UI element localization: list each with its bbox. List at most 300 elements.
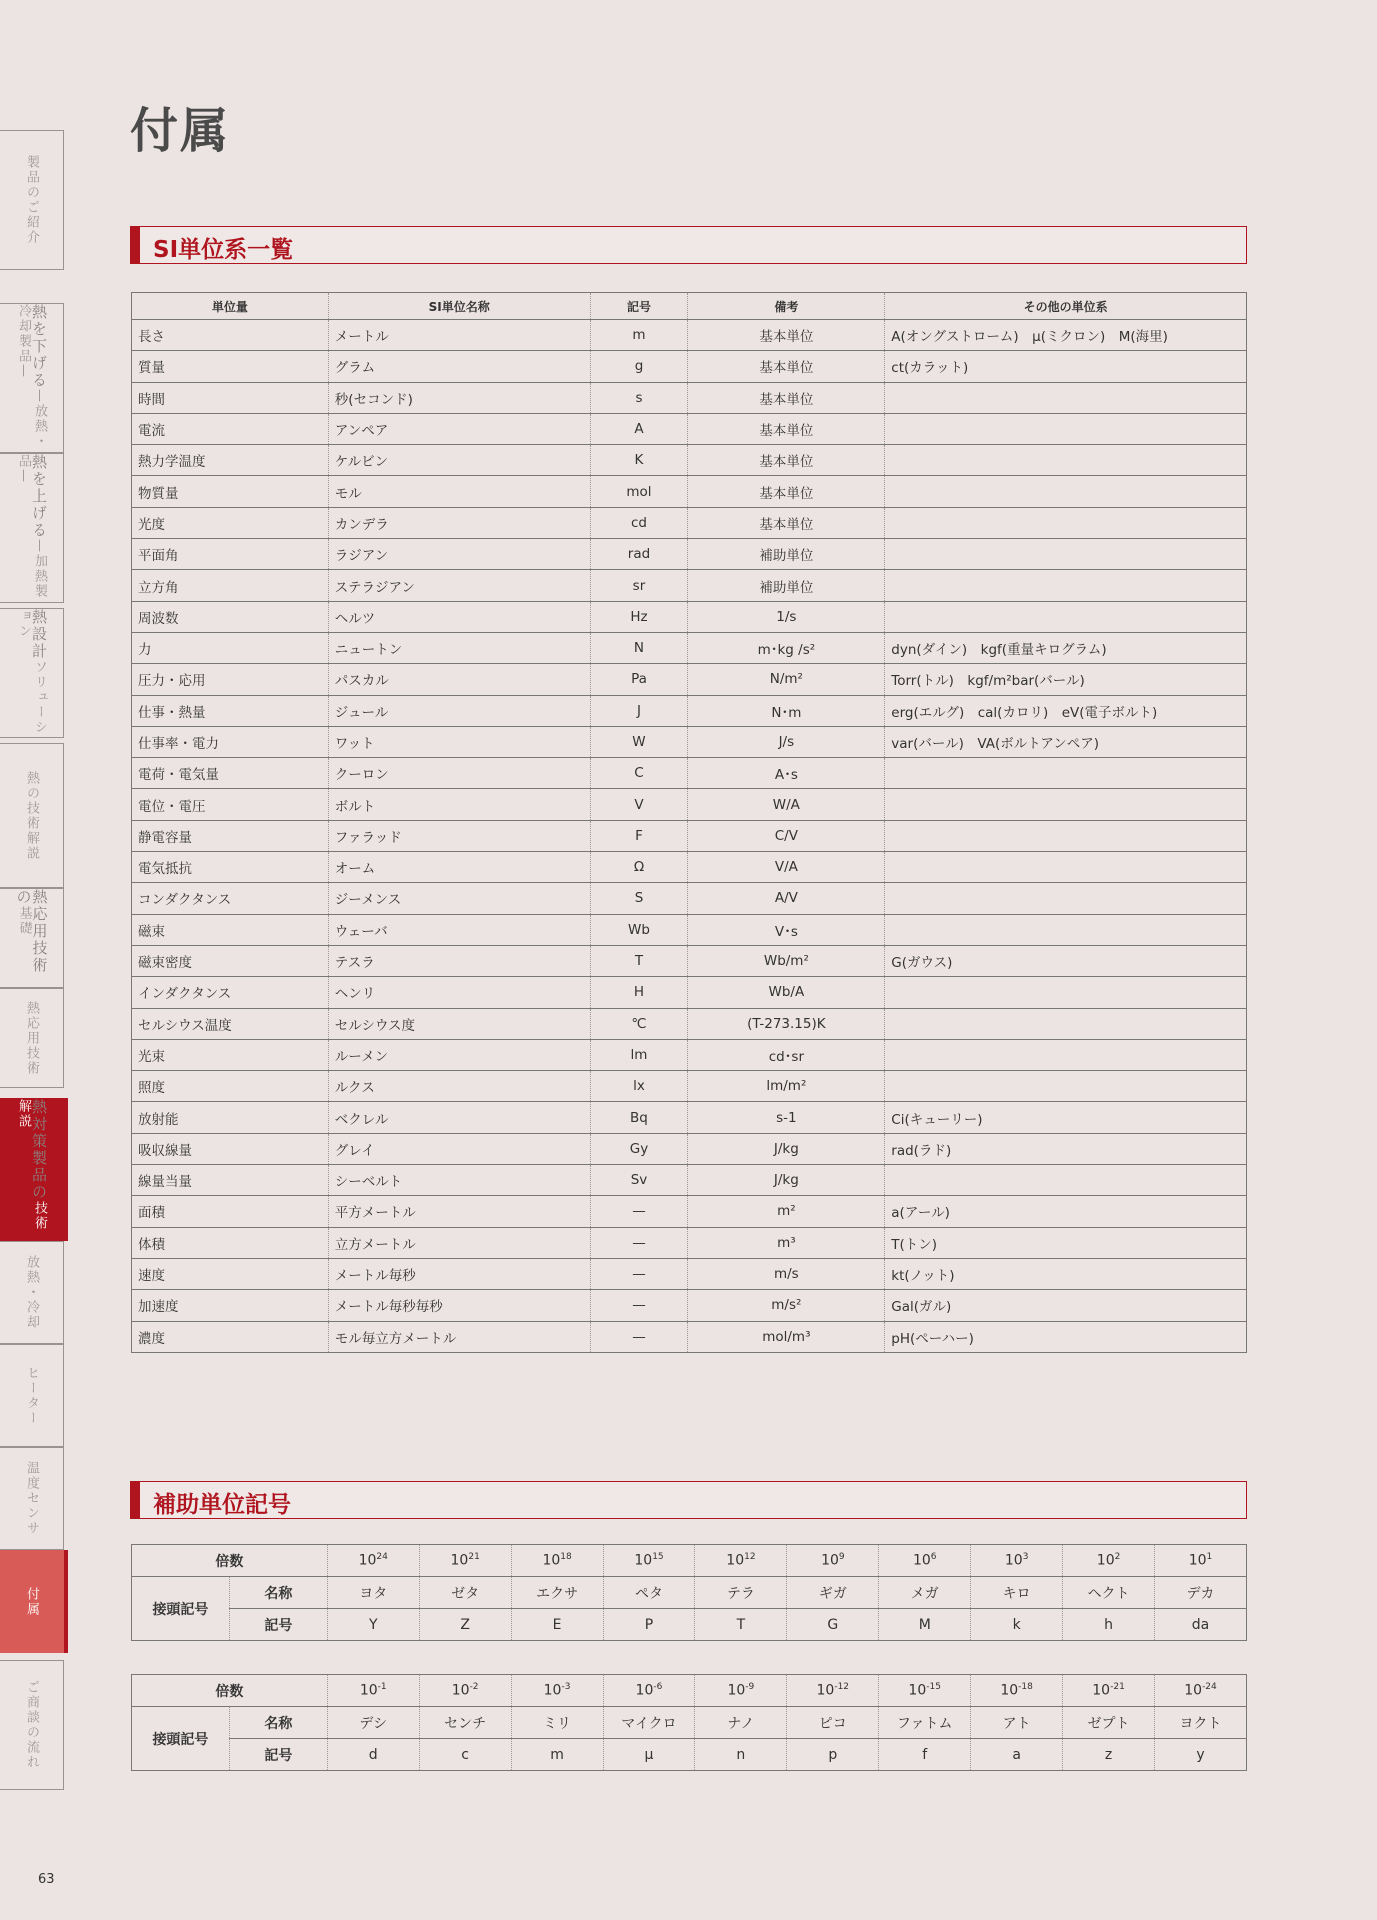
cell-other-units <box>885 570 1247 601</box>
prefix-symbol: P <box>603 1609 695 1641</box>
cell-quantity: 光度 <box>132 507 329 538</box>
cell-quantity: 質量 <box>132 351 329 382</box>
cell-si-name: ジーメンス <box>328 883 590 914</box>
sidebar-tab-label: 熱を下げる <box>30 304 48 389</box>
cell-other-units: dyn(ダイン) kgf(重量キログラム) <box>885 632 1247 663</box>
cell-si-name: 平方メートル <box>328 1196 590 1227</box>
prefix-multiple: $10^{18}$ <box>511 1545 603 1577</box>
prefix-exponent: -1 <box>377 1682 387 1693</box>
prefix-name: ヨタ <box>327 1577 419 1609</box>
col-header-other-units: その他の単位系 <box>885 293 1247 320</box>
section-marker <box>130 1481 140 1519</box>
cell-symbol: W <box>590 726 688 757</box>
cell-other-units: kt(ノット) <box>885 1258 1247 1289</box>
cell-other-units <box>885 601 1247 632</box>
cell-symbol: rad <box>590 539 688 570</box>
prefix-exponent: 18 <box>560 1552 572 1563</box>
cell-si-name: ベクレル <box>328 1102 590 1133</box>
cell-symbol: Pa <box>590 664 688 695</box>
prefix-exponent: 21 <box>468 1552 480 1563</box>
col-header-symbol: 記号 <box>590 293 688 320</box>
label-multiple: 倍数 <box>132 1545 328 1577</box>
cell-quantity: 光束 <box>132 1039 329 1070</box>
sidebar-tab-label: 熱応用技術の <box>14 889 49 974</box>
cell-other-units: Torr(トル) kgf/m²bar(バール) <box>885 664 1247 695</box>
prefix-symbol: z <box>1063 1739 1155 1771</box>
cell-symbol: Hz <box>590 601 688 632</box>
page-title: 付属 <box>130 103 231 159</box>
cell-si-name: メートル毎秒毎秒 <box>328 1290 590 1321</box>
cell-symbol: S <box>590 883 688 914</box>
prefix-name: アト <box>971 1707 1063 1739</box>
prefix-symbol: da <box>1155 1609 1247 1641</box>
cell-quantity: 速度 <box>132 1258 329 1289</box>
cell-remarks: 基本単位 <box>688 445 885 476</box>
cell-other-units: Gal(ガル) <box>885 1290 1247 1321</box>
cell-quantity: 熱力学温度 <box>132 445 329 476</box>
cell-si-name: ラジアン <box>328 539 590 570</box>
sidebar-tab-label: 温度センサ <box>24 1461 39 1536</box>
sidebar-tab-9[interactable] <box>0 1344 64 1447</box>
cell-other-units <box>885 914 1247 945</box>
prefix-multiple: $10^6$ <box>879 1545 971 1577</box>
prefix-multiple: $10^{-21}$ <box>1063 1675 1155 1707</box>
table-row <box>132 695 1247 726</box>
table-row <box>132 1290 1247 1321</box>
prefix-exponent: -9 <box>745 1682 755 1693</box>
prefix-exponent: -21 <box>1110 1682 1125 1693</box>
cell-other-units: rad(ラド) <box>885 1133 1247 1164</box>
label-multiple: 倍数 <box>132 1675 328 1707</box>
sidebar-tab-label: ご商談の流れ <box>24 1680 39 1770</box>
prefix-name: ヘクト <box>1063 1577 1155 1609</box>
label-name: 名称 <box>229 1577 327 1609</box>
prefix-exponent: -3 <box>561 1682 571 1693</box>
cell-si-name: パスカル <box>328 664 590 695</box>
prefix-name: ピコ <box>787 1707 879 1739</box>
cell-other-units: ct(カラット) <box>885 351 1247 382</box>
table-row <box>132 852 1247 883</box>
prefix-multiple: $10^{-15}$ <box>879 1675 971 1707</box>
cell-quantity: 仕事・熱量 <box>132 695 329 726</box>
prefix-multiple: $10^{12}$ <box>695 1545 787 1577</box>
cell-quantity: 長さ <box>132 320 329 351</box>
cell-si-name: モル <box>328 476 590 507</box>
sidebar-tab-label: 付属 <box>24 1586 39 1617</box>
label-symbol: 記号 <box>229 1739 327 1771</box>
cell-remarks: W/A <box>688 789 885 820</box>
cell-remarks: 基本単位 <box>688 476 885 507</box>
col-header-quantity: 単位量 <box>132 293 329 320</box>
cell-quantity: セルシウス温度 <box>132 1008 329 1039</box>
cell-other-units <box>885 977 1247 1008</box>
si-section-title: SI単位系一覧 <box>153 237 294 263</box>
cell-other-units <box>885 820 1247 851</box>
cell-other-units <box>885 789 1247 820</box>
prefix-multiple: $10^{-24}$ <box>1155 1675 1247 1707</box>
cell-remarks: cd･sr <box>688 1039 885 1070</box>
cell-symbol: J <box>590 695 688 726</box>
table-header-row <box>132 293 1247 320</box>
page-number: 63 <box>38 1872 55 1887</box>
cell-other-units <box>885 852 1247 883</box>
cell-remarks: C/V <box>688 820 885 851</box>
cell-quantity: 電荷・電気量 <box>132 758 329 789</box>
cell-remarks: A･s <box>688 758 885 789</box>
cell-symbol: T <box>590 945 688 976</box>
prefix-name: デシ <box>327 1707 419 1739</box>
prefix-multiple: $10^{-18}$ <box>971 1675 1063 1707</box>
cell-si-name: メートル毎秒 <box>328 1258 590 1289</box>
cell-si-name: アンペア <box>328 413 590 444</box>
sidebar-tab-sublabel: 技術解説 <box>16 1099 47 1231</box>
prefix-section-title: 補助単位記号 <box>153 1492 291 1518</box>
table-row <box>132 1321 1247 1352</box>
prefix-exponent: 1 <box>1206 1552 1213 1563</box>
prefix-exponent: -18 <box>1018 1682 1033 1693</box>
prefix-multiple: $10^{24}$ <box>327 1545 419 1577</box>
prefix-symbol: G <box>787 1609 879 1641</box>
prefix-symbol: Y <box>327 1609 419 1641</box>
col-header-remarks: 備考 <box>688 293 885 320</box>
sidebar-tab-3[interactable] <box>0 608 64 738</box>
cell-other-units <box>885 476 1247 507</box>
prefix-name: ゼプト <box>1063 1707 1155 1739</box>
cell-remarks: 補助単位 <box>688 570 885 601</box>
cell-other-units <box>885 1071 1247 1102</box>
cell-si-name: メートル <box>328 320 590 351</box>
cell-symbol: — <box>590 1196 688 1227</box>
cell-remarks: J/kg <box>688 1165 885 1196</box>
prefix-name: デカ <box>1155 1577 1247 1609</box>
cell-remarks: N/m² <box>688 664 885 695</box>
cell-si-name: セルシウス度 <box>328 1008 590 1039</box>
cell-symbol: — <box>590 1290 688 1321</box>
cell-symbol: A <box>590 413 688 444</box>
prefix-exponent: 15 <box>652 1552 664 1563</box>
prefix-multiple: $10^{-3}$ <box>511 1675 603 1707</box>
table-row <box>132 413 1247 444</box>
cell-si-name: シーベルト <box>328 1165 590 1196</box>
sidebar-tab-7[interactable] <box>0 1098 64 1241</box>
cell-symbol: lx <box>590 1071 688 1102</box>
cell-other-units <box>885 1039 1247 1070</box>
table-row <box>132 758 1247 789</box>
prefix-name-row <box>132 1707 1247 1739</box>
prefix-symbol: n <box>695 1739 787 1771</box>
sidebar-tab-4[interactable] <box>0 743 64 888</box>
cell-other-units <box>885 883 1247 914</box>
si-unit-table <box>131 292 1247 1353</box>
cell-quantity: 濃度 <box>132 1321 329 1352</box>
cell-symbol: F <box>590 820 688 851</box>
cell-symbol: cd <box>590 507 688 538</box>
cell-remarks: m･kg /s² <box>688 632 885 663</box>
cell-remarks: 基本単位 <box>688 351 885 382</box>
cell-quantity: 放射能 <box>132 1102 329 1133</box>
cell-symbol: N <box>590 632 688 663</box>
cell-other-units <box>885 413 1247 444</box>
sidebar-tab-label: 熱を上げる <box>30 454 48 539</box>
prefix-name: ヨクト <box>1155 1707 1247 1739</box>
cell-remarks: m/s <box>688 1258 885 1289</box>
sidebar-tab-label: 熱応用技術 <box>24 1000 39 1076</box>
prefix-name: キロ <box>971 1577 1063 1609</box>
prefix-multiple: $10^{-1}$ <box>327 1675 419 1707</box>
cell-remarks: 基本単位 <box>688 413 885 444</box>
label-symbol: 記号 <box>229 1609 327 1641</box>
sidebar-tab-label: 熱の技術解説 <box>24 770 39 861</box>
prefix-symbol: M <box>879 1609 971 1641</box>
cell-remarks: 補助単位 <box>688 539 885 570</box>
sidebar-tab-10[interactable] <box>0 1447 64 1550</box>
prefix-symbol: a <box>971 1739 1063 1771</box>
prefix-exponent: -2 <box>469 1682 479 1693</box>
cell-other-units: var(バール) VA(ボルトアンペア) <box>885 726 1247 757</box>
cell-quantity: 電位・電圧 <box>132 789 329 820</box>
table-row <box>132 539 1247 570</box>
cell-quantity: 体積 <box>132 1227 329 1258</box>
sidebar-tab-sublabel: ソリューション <box>16 609 47 735</box>
sidebar-tab-1[interactable] <box>0 303 64 453</box>
prefix-symbol: d <box>327 1739 419 1771</box>
section-marker <box>130 226 140 264</box>
table-row <box>132 726 1247 757</box>
prefix-exponent: -6 <box>653 1682 663 1693</box>
sidebar-tab-label: 熱設計 <box>30 609 48 660</box>
table-row <box>132 914 1247 945</box>
cell-symbol: H <box>590 977 688 1008</box>
cell-other-units <box>885 1008 1247 1039</box>
cell-other-units: pH(ペーハー) <box>885 1321 1247 1352</box>
prefix-multiple: $10^{15}$ <box>603 1545 695 1577</box>
cell-other-units: Ci(キューリー) <box>885 1102 1247 1133</box>
cell-si-name: ケルビン <box>328 445 590 476</box>
cell-symbol: K <box>590 445 688 476</box>
prefix-name: メガ <box>879 1577 971 1609</box>
cell-remarks: lm/m² <box>688 1071 885 1102</box>
prefix-multiple-row <box>132 1675 1247 1707</box>
cell-quantity: 仕事率・電力 <box>132 726 329 757</box>
cell-quantity: 面積 <box>132 1196 329 1227</box>
cell-other-units <box>885 1165 1247 1196</box>
prefix-multiple: $10^2$ <box>1063 1545 1155 1577</box>
cell-quantity: 圧力・応用 <box>132 664 329 695</box>
cell-si-name: ファラッド <box>328 820 590 851</box>
table-row <box>132 1258 1247 1289</box>
cell-symbol: mol <box>590 476 688 507</box>
cell-remarks: s-1 <box>688 1102 885 1133</box>
prefix-multiple: $10^{-2}$ <box>419 1675 511 1707</box>
cell-quantity: 周波数 <box>132 601 329 632</box>
sidebar-tab-8[interactable] <box>0 1241 64 1344</box>
cell-si-name: ワット <box>328 726 590 757</box>
prefix-symbol: y <box>1155 1739 1247 1771</box>
prefix-symbol: h <box>1063 1609 1155 1641</box>
sidebar-tab-label: ヒーター <box>24 1365 39 1426</box>
prefix-exponent: 6 <box>930 1552 937 1563</box>
cell-quantity: 力 <box>132 632 329 663</box>
cell-remarks: 1/s <box>688 601 885 632</box>
cell-quantity: 吸収線量 <box>132 1133 329 1164</box>
table-row <box>132 382 1247 413</box>
prefix-multiple: $10^{-6}$ <box>603 1675 695 1707</box>
cell-quantity: 時間 <box>132 382 329 413</box>
table-row <box>132 570 1247 601</box>
cell-symbol: lm <box>590 1039 688 1070</box>
sidebar-tab-12[interactable] <box>0 1660 64 1790</box>
cell-remarks: 基本単位 <box>688 382 885 413</box>
table-row <box>132 601 1247 632</box>
prefix-symbol: k <box>971 1609 1063 1641</box>
cell-remarks: m² <box>688 1196 885 1227</box>
cell-other-units: G(ガウス) <box>885 945 1247 976</box>
cell-remarks: mol/m³ <box>688 1321 885 1352</box>
prefix-name: センチ <box>419 1707 511 1739</box>
table-row <box>132 820 1247 851</box>
table-row <box>132 351 1247 382</box>
cell-symbol: s <box>590 382 688 413</box>
table-row <box>132 1165 1247 1196</box>
prefix-name-row <box>132 1577 1247 1609</box>
cell-other-units: T(トン) <box>885 1227 1247 1258</box>
sidebar-tab-sublabel: —加熱製品— <box>16 454 47 599</box>
table-row <box>132 632 1247 663</box>
side-navigation <box>0 0 70 1920</box>
sidebar-tab-6[interactable] <box>0 988 64 1088</box>
sidebar-tab-5[interactable] <box>0 888 64 988</box>
cell-symbol: Ω <box>590 852 688 883</box>
prefix-symbol-row <box>132 1609 1247 1641</box>
cell-quantity: 物質量 <box>132 476 329 507</box>
table-row <box>132 320 1247 351</box>
cell-other-units <box>885 539 1247 570</box>
prefix-symbol: μ <box>603 1739 695 1771</box>
prefix-name: ナノ <box>695 1707 787 1739</box>
cell-quantity: 電気抵抗 <box>132 852 329 883</box>
sidebar-tab-0[interactable] <box>0 130 64 270</box>
sidebar-tab-11[interactable] <box>0 1550 64 1653</box>
cell-symbol: — <box>590 1258 688 1289</box>
cell-symbol: C <box>590 758 688 789</box>
cell-si-name: 立方メートル <box>328 1227 590 1258</box>
cell-remarks: A/V <box>688 883 885 914</box>
prefix-exponent: -24 <box>1202 1682 1217 1693</box>
sidebar-tab-2[interactable] <box>0 453 64 603</box>
cell-symbol: V <box>590 789 688 820</box>
prefix-multiple: $10^{-9}$ <box>695 1675 787 1707</box>
cell-remarks: Wb/A <box>688 977 885 1008</box>
sidebar-tab-label: 製品のご紹介 <box>24 155 39 245</box>
cell-si-name: テスラ <box>328 945 590 976</box>
sidebar-active-indicator <box>64 1550 68 1653</box>
cell-quantity: 静電容量 <box>132 820 329 851</box>
cell-remarks: J/s <box>688 726 885 757</box>
prefix-name: テラ <box>695 1577 787 1609</box>
prefix-symbol: c <box>419 1739 511 1771</box>
cell-symbol: — <box>590 1227 688 1258</box>
sidebar-tab-label: 放熱・冷却 <box>24 1255 39 1330</box>
prefix-name: マイクロ <box>603 1707 695 1739</box>
cell-si-name: ルクス <box>328 1071 590 1102</box>
prefix-exponent: -12 <box>834 1682 850 1693</box>
cell-symbol: Bq <box>590 1102 688 1133</box>
table-row <box>132 1102 1247 1133</box>
cell-symbol: Gy <box>590 1133 688 1164</box>
cell-remarks: V/A <box>688 852 885 883</box>
prefix-multiple: $10^1$ <box>1155 1545 1247 1577</box>
prefix-name: ゼタ <box>419 1577 511 1609</box>
cell-si-name: ルーメン <box>328 1039 590 1070</box>
prefix-section-header <box>130 1481 1247 1519</box>
cell-other-units: a(アール) <box>885 1196 1247 1227</box>
cell-remarks: Wb/m² <box>688 945 885 976</box>
table-row <box>132 945 1247 976</box>
cell-si-name: グレイ <box>328 1133 590 1164</box>
cell-symbol: ℃ <box>590 1008 688 1039</box>
prefix-exponent: 9 <box>838 1552 845 1563</box>
label-prefix: 接頭記号 <box>132 1707 230 1771</box>
prefix-multiple: $10^9$ <box>787 1545 879 1577</box>
cell-quantity: インダクタンス <box>132 977 329 1008</box>
table-row <box>132 664 1247 695</box>
cell-si-name: ボルト <box>328 789 590 820</box>
table-row <box>132 1227 1247 1258</box>
cell-si-name: オーム <box>328 852 590 883</box>
cell-symbol: sr <box>590 570 688 601</box>
cell-other-units: A(オングストローム) μ(ミクロン) M(海里) <box>885 320 1247 351</box>
prefix-name: エクサ <box>511 1577 603 1609</box>
cell-remarks: 基本単位 <box>688 507 885 538</box>
table-row <box>132 445 1247 476</box>
label-name: 名称 <box>229 1707 327 1739</box>
cell-remarks: m/s² <box>688 1290 885 1321</box>
prefix-exponent: 12 <box>744 1552 756 1563</box>
sidebar-tab-sublabel: —放熱・冷却製品— <box>16 304 47 449</box>
cell-quantity: コンダクタンス <box>132 883 329 914</box>
prefix-exponent: -15 <box>926 1682 941 1693</box>
prefix-multiple: $10^{21}$ <box>419 1545 511 1577</box>
sidebar-tab-label: 熱対策製品の <box>30 1099 48 1201</box>
cell-quantity: 電流 <box>132 413 329 444</box>
prefix-symbol: f <box>879 1739 971 1771</box>
prefix-symbol: T <box>695 1609 787 1641</box>
cell-si-name: グラム <box>328 351 590 382</box>
cell-remarks: J/kg <box>688 1133 885 1164</box>
prefix-symbol: Z <box>419 1609 511 1641</box>
cell-remarks: m³ <box>688 1227 885 1258</box>
table-row <box>132 1039 1247 1070</box>
prefix-exponent: 2 <box>1114 1552 1121 1563</box>
si-section-header <box>130 226 1247 264</box>
prefix-exponent: 24 <box>376 1552 388 1563</box>
prefix-exponent: 3 <box>1022 1552 1029 1563</box>
prefix-name: ペタ <box>603 1577 695 1609</box>
cell-si-name: ニュートン <box>328 632 590 663</box>
cell-symbol: — <box>590 1321 688 1352</box>
prefix-multiple: $10^{-12}$ <box>787 1675 879 1707</box>
prefix-table-small <box>131 1674 1247 1771</box>
prefix-name: ギガ <box>787 1577 879 1609</box>
cell-quantity: 平面角 <box>132 539 329 570</box>
cell-remarks: V･s <box>688 914 885 945</box>
prefix-symbol: m <box>511 1739 603 1771</box>
cell-quantity: 磁束密度 <box>132 945 329 976</box>
table-row <box>132 1133 1247 1164</box>
prefix-name: ファトム <box>879 1707 971 1739</box>
cell-symbol: g <box>590 351 688 382</box>
cell-symbol: m <box>590 320 688 351</box>
